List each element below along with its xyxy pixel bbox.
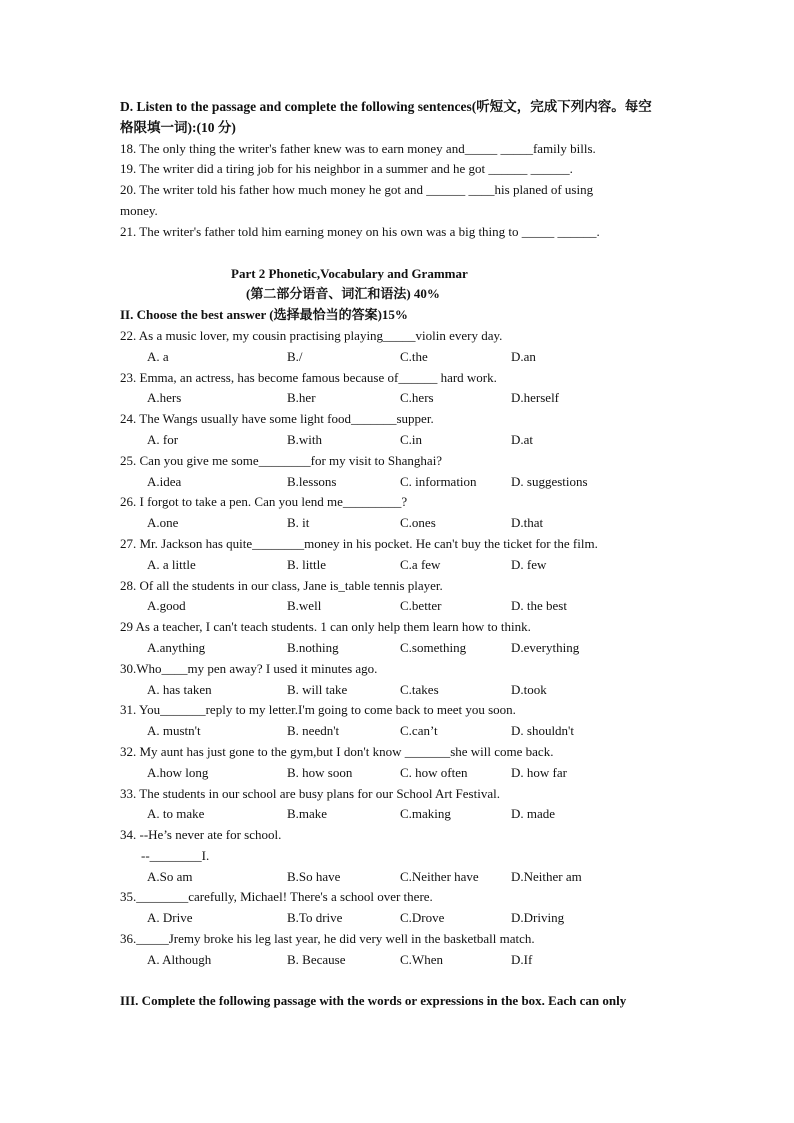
answer-options (120, 555, 674, 576)
question-29 (120, 617, 674, 659)
option-d: D.at (511, 431, 534, 447)
option-a: A. for (147, 431, 179, 447)
question-stem: 26. I forgot to take a pen. Can you lend me_________? (120, 494, 408, 510)
option-d: D.If (511, 951, 533, 967)
question-30 (120, 659, 674, 701)
question-stem: 36._____Jremy broke his leg last year, he did very well in the basketball match. (120, 931, 535, 947)
page-content (120, 97, 674, 1011)
question-18: 18. The only thing the writer's father knew was to earn money and_____ _____family bills. (120, 140, 596, 156)
answer-options (120, 596, 674, 617)
option-a: A.idea (147, 473, 182, 489)
question-34 (120, 825, 674, 887)
part-2-header (120, 264, 674, 306)
question-list (120, 326, 674, 971)
option-d: D. the best (511, 598, 567, 614)
question-27 (120, 534, 674, 576)
question-25 (120, 451, 674, 493)
option-c: C.ones (400, 515, 436, 531)
answer-options (120, 388, 674, 409)
question-stem: 27. Mr. Jackson has quite________money in his pocket. He can't buy the ticket for the film. (120, 535, 598, 551)
question-stem: 35.________carefully, Michael! There's a school over there. (120, 889, 433, 905)
option-c: C.can’t (400, 723, 438, 739)
question-stem: 22. As a music lover, my cousin practising playing_____violin every day. (120, 327, 503, 343)
option-d: D.Neither am (511, 868, 582, 884)
answer-options (120, 347, 674, 368)
answer-options (120, 638, 674, 659)
question-stem: 29 As a teacher, I can't teach students. 1 can only help them learn how to think. (120, 619, 531, 635)
option-c: C.better (400, 598, 442, 614)
question-24 (120, 409, 674, 451)
question-stem: 33. The students in our school are busy plans for our School Art Festival. (120, 785, 500, 801)
option-d: D. made (511, 806, 556, 822)
option-d: D.Driving (511, 910, 565, 926)
option-d: D. few (511, 556, 547, 572)
option-a: A.So am (147, 868, 193, 884)
answer-options (120, 763, 674, 784)
question-20-continued: money. (120, 202, 158, 218)
option-d: D. how far (511, 764, 567, 780)
option-a: A.anything (147, 639, 206, 655)
part-2-title: Part 2 Phonetic,Vocabulary and Grammar (231, 265, 468, 281)
section-d-heading-line-2: 格限填一词):(10 分) (120, 119, 236, 135)
question-26 (120, 492, 674, 534)
option-c: C.hers (400, 390, 434, 406)
answer-options (120, 867, 674, 888)
question-36 (120, 929, 674, 971)
section-d (120, 97, 674, 243)
option-a: A. a little (147, 556, 196, 572)
question-19: 19. The writer did a tiring job for his neighbor in a summer and he got ______ ______. (120, 161, 573, 177)
section-iii-heading: III. Complete the following passage with the words or expressions in the box. Each can only (120, 992, 627, 1008)
question-33 (120, 784, 674, 826)
option-b: B.make (287, 806, 328, 822)
question-stem: 24. The Wangs usually have some light food_______supper. (120, 411, 434, 427)
option-b: B.To drive (287, 910, 343, 926)
option-b: B./ (287, 348, 303, 364)
option-b: B. Because (287, 951, 346, 967)
spacer (120, 243, 674, 264)
option-c: C.takes (400, 681, 439, 697)
option-b: B. it (287, 515, 310, 531)
answer-options (120, 472, 674, 493)
option-a: A. mustn't (147, 723, 201, 739)
option-a: A. has taken (147, 681, 212, 697)
part-2-subtitle: (第二部分语音、词汇和语法) 40% (246, 286, 440, 302)
option-c: C.Neither have (400, 868, 479, 884)
question-stem: 23. Emma, an actress, has become famous because of______ hard work. (120, 369, 497, 385)
option-a: A. Drive (147, 910, 193, 926)
option-c: C. how often (400, 764, 468, 780)
option-c: C.a few (400, 556, 441, 572)
answer-options (120, 430, 674, 451)
question-stem: 31. You_______reply to my letter.I'm going to come back to meet you soon. (120, 702, 516, 718)
option-b: B.well (287, 598, 322, 614)
option-d: D.everything (511, 639, 580, 655)
option-a: A.hers (147, 390, 182, 406)
option-b: B. how soon (287, 764, 353, 780)
answer-options (120, 950, 674, 971)
question-21: 21. The writer's father told him earning money on his own was a big thing to _____ ______. (120, 223, 600, 239)
option-b: B.So have (287, 868, 341, 884)
answer-options (120, 908, 674, 929)
option-c: C.the (400, 348, 428, 364)
option-a: A. to make (147, 806, 205, 822)
option-b: B.with (287, 431, 323, 447)
option-a: A. Although (147, 951, 212, 967)
option-b: B.her (287, 390, 316, 406)
question-stem-reply: --________I. (141, 847, 210, 863)
section-ii-heading: II. Choose the best answer (选择最恰当的答案)15% (120, 307, 408, 323)
option-a: A.one (147, 515, 179, 531)
option-c: C.When (400, 951, 443, 967)
option-c: C.in (400, 431, 423, 447)
section-ii (120, 305, 674, 971)
question-22 (120, 326, 674, 368)
option-c: C.Drove (400, 910, 445, 926)
question-stem: 34. --He’s never ate for school. (120, 827, 282, 843)
option-b: B. needn't (287, 723, 340, 739)
option-d: D. shouldn't (511, 723, 575, 739)
section-d-heading-line-1: D. Listen to the passage and complete the following sentences(听短文，完成下列内容。每空 (120, 99, 652, 114)
question-stem: 30.Who____my pen away? I used it minutes ago. (120, 660, 378, 676)
question-31 (120, 700, 674, 742)
question-28 (120, 576, 674, 618)
question-32 (120, 742, 674, 784)
option-b: B. little (287, 556, 326, 572)
option-b: B.lessons (287, 473, 337, 489)
option-d: D.herself (511, 390, 560, 406)
option-a: A.good (147, 598, 186, 614)
answer-options (120, 513, 674, 534)
option-c: C.something (400, 639, 467, 655)
answer-options (120, 680, 674, 701)
question-stem: 25. Can you give me some________for my visit to Shanghai? (120, 452, 443, 468)
question-stem: 32. My aunt has just gone to the gym,but I don't know _______she will come back. (120, 743, 554, 759)
question-35 (120, 887, 674, 929)
answer-options (120, 804, 674, 825)
question-23 (120, 368, 674, 410)
option-a: A.how long (147, 764, 209, 780)
option-b: B. will take (287, 681, 348, 697)
option-d: D. suggestions (511, 473, 588, 489)
question-stem: 28. Of all the students in our class, Jane is_table tennis player. (120, 577, 443, 593)
answer-options (120, 721, 674, 742)
question-20: 20. The writer told his father how much money he got and ______ ____his planed of using (120, 182, 594, 198)
option-d: D.that (511, 515, 544, 531)
option-a: A. a (147, 348, 169, 364)
option-b: B.nothing (287, 639, 339, 655)
option-c: C.making (400, 806, 451, 822)
option-d: D.took (511, 681, 547, 697)
option-d: D.an (511, 348, 536, 364)
option-c: C. information (400, 473, 477, 489)
